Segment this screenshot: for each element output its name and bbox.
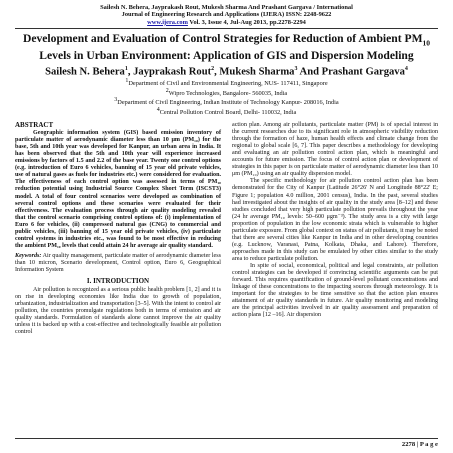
author-2-sup: 2: [211, 66, 215, 73]
journal-url-link[interactable]: www.ijera.com: [147, 18, 188, 26]
keywords-text: Air quality management, particulate matter of aerodynamic diameter less than 10 micron, Scenario development, Control option, Euro 6, Geographical Information System: [15, 252, 221, 273]
abstract-heading: ABSTRACT: [15, 121, 54, 130]
right-column: [232, 122, 438, 336]
introduction-heading: I. INTRODUCTION: [86, 277, 150, 286]
affiliation-4: [15, 107, 438, 116]
affiliation-2-text: Wipro Technologies, Bangalore- 560035, India: [168, 89, 288, 97]
affiliation-4-sup: 4: [156, 106, 160, 113]
author-3: , Mukesh Sharma: [214, 66, 295, 78]
footer-divider: [15, 438, 438, 439]
running-head-journal: Journal of Engineering Research and Applications (IJERA) ISSN: 2248-9622: [121, 11, 332, 19]
author-2: , Jayprakash Rout: [127, 66, 212, 78]
page-number: 2278 | P a g e: [401, 441, 438, 448]
title-subscript: 10: [422, 38, 431, 48]
keywords: [15, 253, 221, 274]
right-paragraph-2: The specific methodology for air pollution control action plan has been demonstrated for the City of Kanpur (Latitude 26°26' N and Longitude 88°22' E; Figure 1; population 4.0 million, 2001 census), India. In the past, several studies had investigated about the insights of air quality in the study area [8–12] and these studies concluded that very high particulate pollution prevails throughout the year (24 hr average PM₁₀ levels: 50–600 μgm⁻³). The study area is a city with large proportion of population in the low economic strata which is vulnerable to higher particulate exposure. From global context on status of air pollutants, it may be noted that there are several cities like Kanpur in India and in other developing countries (e.g. Lucknow, Varanasi, Patna, Kolkata, Dhaka, and Lahore). Therefore, approaches made in this study can be emulated by other cities similar to the study area to reduce particulate pollution.: [232, 178, 438, 262]
affiliations: [15, 78, 438, 116]
left-column: [15, 122, 221, 336]
affiliation-3: [15, 97, 438, 106]
author-4-sup: 4: [404, 66, 408, 73]
affiliation-1: [15, 78, 438, 87]
running-head-issue: [15, 19, 438, 26]
affiliation-2-sup: 2: [165, 87, 169, 94]
author-1: Sailesh N. Behera: [45, 66, 125, 78]
affiliation-2: [15, 88, 438, 97]
header-divider: [15, 28, 438, 29]
paper-title: [19, 33, 434, 62]
running-head-authors: Sailesh N. Behera, Jayprakash Rout, Mukesh Sharma And Prashant Gargava / International: [100, 4, 353, 11]
abstract-text: Geographic information system (GIS) based emission inventory of particulate matter of aerodynamic diameter less than 10 μm (PM₁₀) for the base, 5th and 10th year was developed for Kanpur, an urban area in India. It has been observed that the 5th and 10th year will experience increased emissions by factors of 1.5 and 2.2 of the base year. Twenty one control options (e.g. introduction of Euro 6 vehicles, banning of 15 year old private vehicles, use of natural gases as fuels for industries etc.) were considered for evaluation. The effectiveness of each control option was assessed in terms of PM₁₀ reduction potential using Industrial Source Complex Short Term (ISCST3) model. A total of four control scenarios were developed as combination of several control options and these scenarios were evaluated for their effectiveness. The evaluation process through air quality modeling revealed that the control scenario comprising control options of: (i) implementation of Euro 6 for vehicles, (ii) compressed natural gas (CNG) to commercial and public vehicles, (iii) banning of 15 year old private vehicles, (iv) particulate control systems in industries etc., was found to be most effective in reducing the ambient PM₁₀ levels that could attain 24 hr average air quality standard.: [15, 130, 221, 249]
body-columns: [15, 122, 438, 336]
author-4: And Prashant Gargava: [297, 66, 405, 78]
running-head: [15, 4, 438, 26]
right-paragraph-3: In spite of social, economical, political and legal constraints, air pollution control strategies can be developed if convincing scientific arguments can be put forward. This requires quantification of ground-level pollutant concentrations and linkage of these concentrations to the impacting sources through meteorology. It is important for the strategies to be time sensitive so that the action plan ensures attainment of air quality standards in future. Air quality monitoring and modeling are the principal activities involved in air quality assessment and preparation of action plans [12 –16]. Air dispersion: [232, 262, 438, 319]
introduction-text: Air pollution is recognized as a serious public health problem [1, 2] and it is on rise in developing economies like India due to growth of population, urbanization, industrialization and transportation [3–5]. With the intent to control air pollution, the countries promulgate regulations both in terms of emission and air quality standards. Formulation of standards alone cannot improve the air quality unless it is backed up with a cost-effective and technologically feasible air pollution control: [15, 287, 221, 336]
affiliation-4-text: Central Pollution Control Board, Delhi- 110032, India: [159, 108, 297, 116]
affiliation-1-text: Department of Civil and Environmental Engineering, NUS- 117411, Singapore: [128, 80, 328, 88]
title-part-2: Levels in Urban Environment: Application of GIS and Dispersion Modeling: [39, 48, 414, 62]
title-part-1: Development and Evaluation of Control Strategies for Reduction of Ambient PM: [22, 32, 423, 46]
affiliation-3-text: Department of Civil Engineering, Indian Institute of Technology Kanpur- 208016, India: [117, 99, 339, 107]
keywords-label: Keywords:: [15, 252, 42, 259]
right-paragraph-1: action plan. Among air pollutants, particulate matter (PM) is of special interest in the current researches due to its significant role in atmospheric visibility reduction through the formation of haze, human health effects and climate change from the regional to global scale [6, 7]. This paper describes a methodology for developing and evaluating an air pollution control action plan, which is meaningful and accounts for future emission. The focus of control action plan or development of strategies in this paper is on particulate matter of aerodynamic diameter less than 10 μm (PM₁₀) using an air quality dispersion model.: [232, 122, 438, 178]
affiliation-3-sup: 3: [114, 97, 118, 104]
author-3-sup: 3: [294, 66, 298, 73]
running-head-volume: Vol. 3, Issue 4, Jul-Aug 2013, pp.2278-2294: [187, 18, 306, 26]
author-1-sup: 1: [124, 66, 128, 73]
affiliation-1-sup: 1: [125, 78, 129, 85]
author-list: [15, 64, 438, 78]
